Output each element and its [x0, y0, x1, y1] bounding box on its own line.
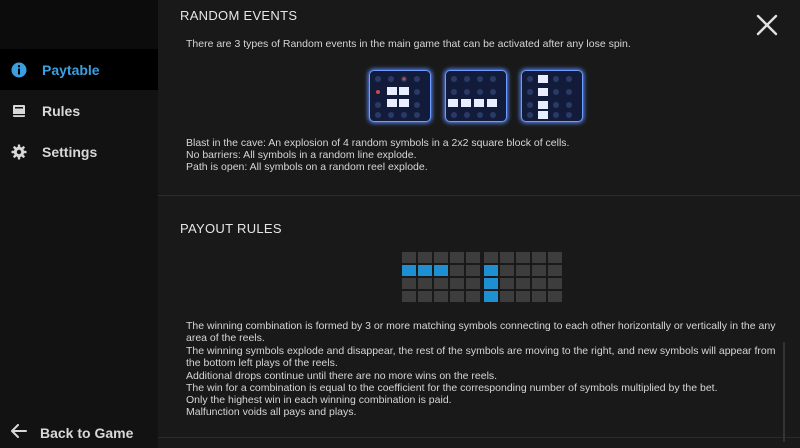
sidebar-item-label: Rules: [42, 102, 81, 119]
grid-cell: [516, 265, 530, 276]
payout-vertical-example-grid: [484, 252, 562, 302]
random-event-blast-in-the-cave: Blast in the cave: An explosion of 4 random symbols in a 2x2 square block of cells.: [186, 137, 570, 149]
close-button[interactable]: [756, 14, 778, 36]
random-event-no-barriers: No barriers: All symbols in a random line explode.: [186, 149, 417, 161]
winning-cell: [418, 265, 432, 276]
book-icon: [11, 103, 27, 119]
grid-cell: [434, 278, 448, 289]
grid-cell: [434, 252, 448, 263]
grid-cell: [450, 278, 464, 289]
grid-cell: [500, 278, 514, 289]
random-event-path-is-open: Path is open: All symbols on a random reel explode.: [186, 161, 428, 173]
winning-cell: [484, 291, 498, 302]
grid-cell: [418, 291, 432, 302]
payout-rule-winning-combination: The winning combination is formed by 3 or more matching symbols connecting to each other horizontally or vertically in the any area of the reels.: [186, 320, 776, 345]
grid-cell: [466, 278, 480, 289]
scrollbar-thumb[interactable]: [783, 342, 785, 442]
event-image-blast-in-the-cave: [369, 70, 431, 122]
grid-cell: [418, 278, 432, 289]
winning-cell: [484, 278, 498, 289]
arrow-left-icon: [11, 424, 27, 443]
event-image-no-barriers: [445, 70, 507, 122]
close-icon: [756, 14, 778, 36]
grid-cell: [516, 291, 530, 302]
grid-cell: [450, 291, 464, 302]
grid-cell: [500, 291, 514, 302]
payout-horizontal-example-grid: [402, 252, 480, 302]
grid-cell: [418, 252, 432, 263]
sidebar-item-rules[interactable]: [0, 90, 158, 131]
grid-cell: [532, 291, 546, 302]
payout-rules-title: PAYOUT RULES: [180, 221, 282, 236]
grid-cell: [402, 252, 416, 263]
paytable-content[interactable]: [158, 0, 800, 448]
grid-cell: [548, 291, 562, 302]
grid-cell: [532, 278, 546, 289]
sidebar-item-settings[interactable]: [0, 131, 158, 172]
grid-cell: [516, 278, 530, 289]
winning-cell: [484, 265, 498, 276]
grid-cell: [532, 252, 546, 263]
sidebar: [0, 0, 158, 448]
winning-cell: [434, 265, 448, 276]
section-divider: [158, 195, 800, 196]
grid-cell: [500, 265, 514, 276]
payout-rule-highest-win: Only the highest win in each winning combination is paid.: [186, 394, 452, 406]
grid-cell: [500, 252, 514, 263]
grid-cell: [516, 252, 530, 263]
gear-icon: [11, 144, 27, 160]
grid-cell: [466, 265, 480, 276]
grid-cell: [548, 278, 562, 289]
payout-rule-additional-drops: Additional drops continue until there are no more wins on the reels.: [186, 370, 498, 382]
payout-rule-symbols-explode: The winning symbols explode and disappear, the rest of the symbols are moving to the right, and new symbols will appear from the bottom left plays of the reels.: [186, 345, 776, 370]
grid-cell: [402, 291, 416, 302]
sidebar-item-paytable[interactable]: [0, 49, 158, 90]
sidebar-item-label: Settings: [42, 143, 98, 160]
sidebar-item-label: Paytable: [42, 61, 100, 78]
random-events-title: RANDOM EVENTS: [180, 8, 298, 23]
back-to-game-label: Back to Game: [40, 425, 134, 441]
sidebar-header-spacer: [0, 0, 158, 49]
grid-cell: [532, 265, 546, 276]
back-to-game-button[interactable]: [0, 418, 158, 448]
grid-cell: [450, 252, 464, 263]
grid-cell: [434, 291, 448, 302]
grid-cell: [484, 252, 498, 263]
payout-rule-win-coefficient: The win for a combination is equal to the coefficient for the corresponding number of symbols multiplied by the bet.: [186, 382, 718, 394]
payout-rule-malfunction: Malfunction voids all pays and plays.: [186, 406, 357, 418]
grid-cell: [548, 252, 562, 263]
section-divider: [158, 437, 800, 438]
grid-cell: [402, 278, 416, 289]
grid-cell: [466, 291, 480, 302]
grid-cell: [548, 265, 562, 276]
winning-cell: [402, 265, 416, 276]
event-image-path-is-open: [521, 70, 583, 122]
grid-cell: [466, 252, 480, 263]
random-events-intro: There are 3 types of Random events in the main game that can be activated after any lose spin.: [186, 38, 631, 50]
info-icon: [11, 62, 27, 78]
grid-cell: [450, 265, 464, 276]
